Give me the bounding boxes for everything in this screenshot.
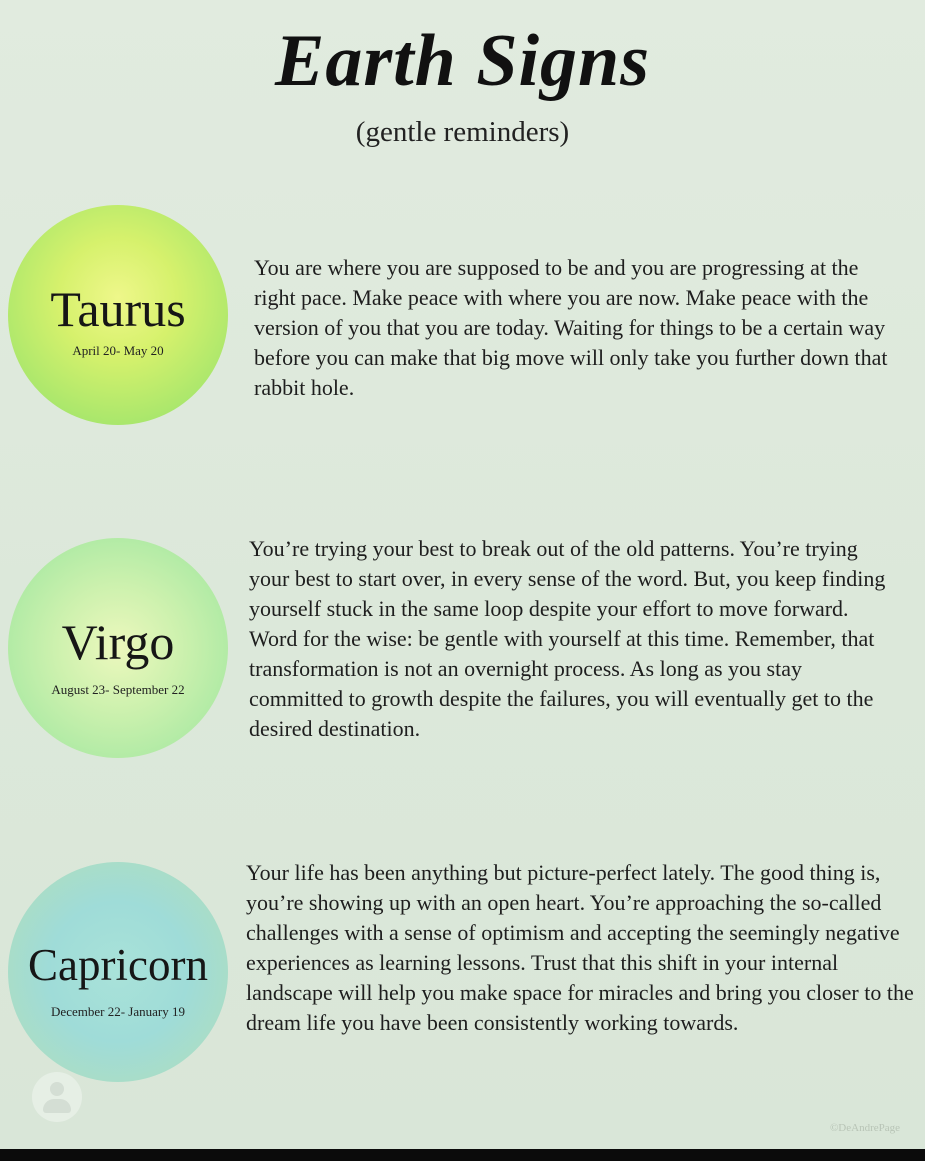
taurus-reminder-text: You are where you are supposed to be and you are progressing at the right pace. Make peace with where you are now. Make peace with the version of you that you are today. Waiting for things to be a certain way before you can make that big move will only take you further down that rabbit hole. bbox=[254, 255, 888, 400]
sign-dates: December 22- January 19 bbox=[51, 1004, 185, 1019]
page-subtitle: (gentle reminders) bbox=[355, 116, 570, 148]
virgo-reminder-text: You’re trying your best to break out of the old patterns. You’re trying your best to start over, in every sense of the word. But, you keep finding yourself stuck in the same loop despite your effort to move forward. Word for the wise: be gentle with yourself at this time. Remember, that transformation is not an overnight process. As long as you stay committed to growth despite the failures, you will eventually get to the desired destination. bbox=[249, 536, 886, 741]
virgo-badge bbox=[8, 538, 228, 758]
profile-watermark-icon bbox=[32, 1072, 82, 1122]
bottom-bar bbox=[0, 1149, 925, 1161]
sign-name: Taurus bbox=[50, 281, 186, 337]
capricorn-reminder-text: Your life has been anything but picture-perfect lately. The good thing is, you’re showing up with an open heart. You’re approaching the so-called challenges with a sense of optimism and accepting the seemingly negative experiences as learning lessons. Trust that this shift in your internal landscape will help you make space for miracles and bring you closer to the dream life you have been consistently working towards. bbox=[246, 860, 914, 1035]
sign-dates: April 20- May 20 bbox=[72, 343, 164, 358]
sign-dates: August 23- September 22 bbox=[51, 682, 185, 697]
profile-head-shape bbox=[50, 1082, 64, 1096]
page-title: Earth Signs bbox=[274, 20, 651, 102]
sign-name: Virgo bbox=[61, 614, 175, 670]
capricorn-badge bbox=[8, 862, 228, 1082]
sign-name: Capricorn bbox=[28, 940, 208, 990]
profile-body-shape bbox=[43, 1099, 71, 1113]
taurus-badge bbox=[8, 205, 228, 425]
credit-watermark: ©DeAndrePage bbox=[829, 1122, 900, 1134]
